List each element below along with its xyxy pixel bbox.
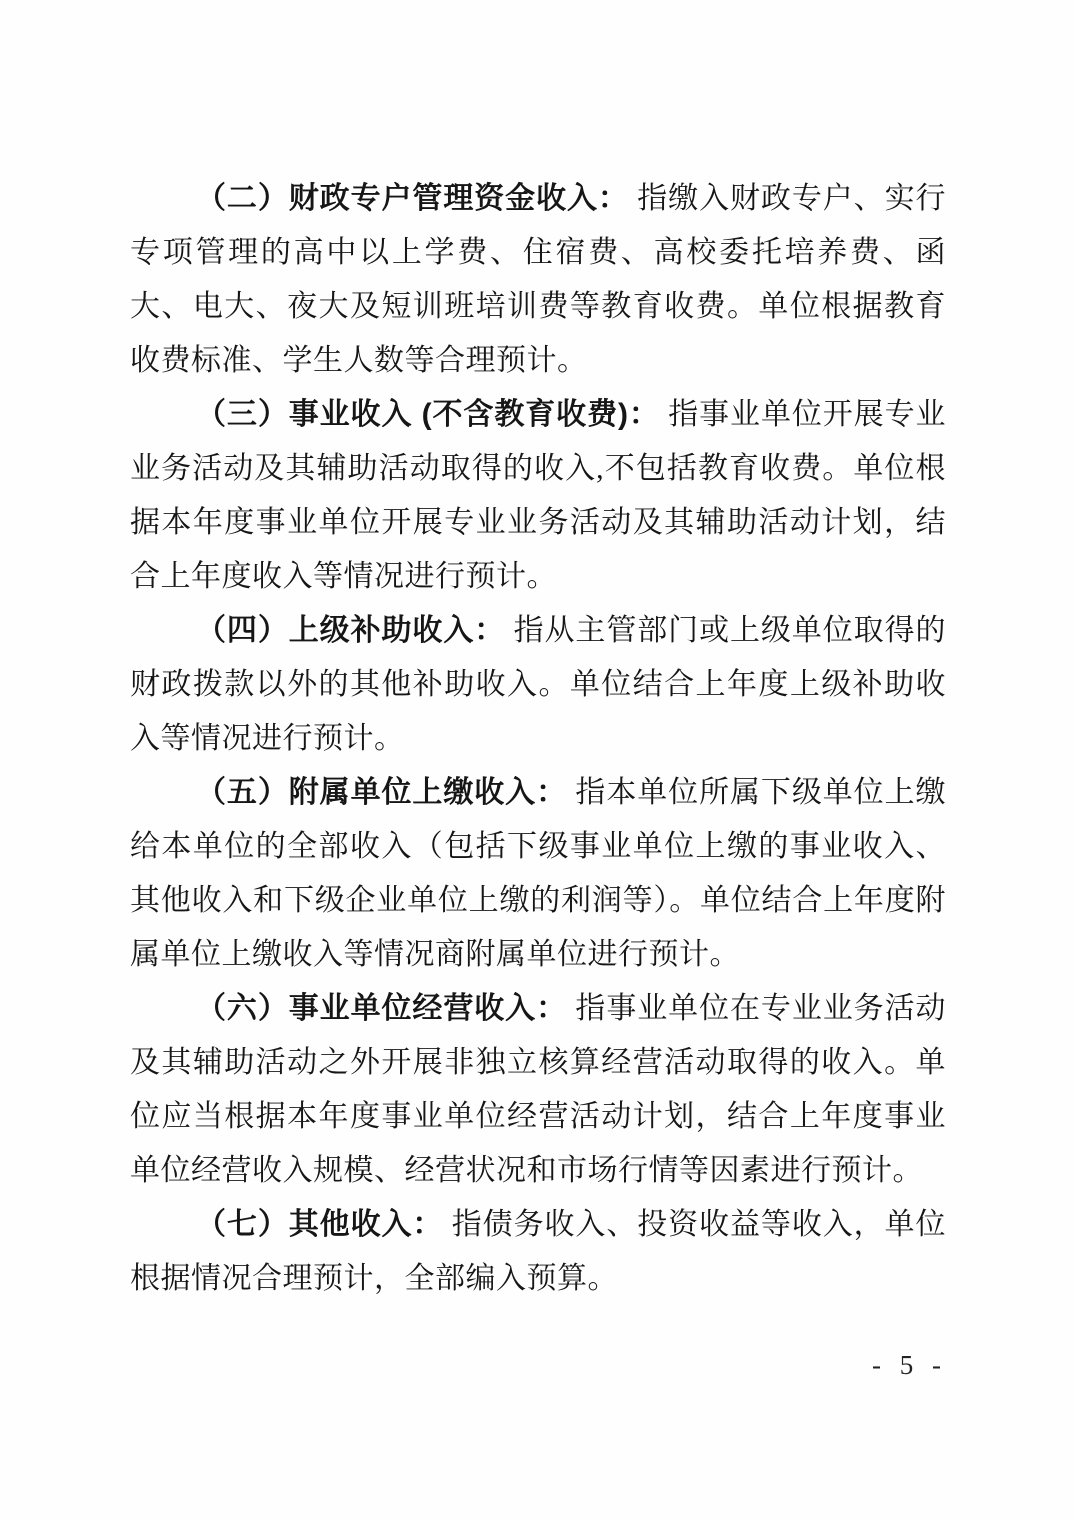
paragraph-text: 指事业单位在专业业务活动及其辅助活动之外开展非独立核算经营活动取得的收入。单位应当根据本年度事业单位经营活动计划，结合上年度事业单位经营收入规模、经营状况和市场行情等因素进行预计。 xyxy=(130,992,947,1187)
paragraph-text: 指从主管部门或上级单位取得的财政拨款以外的其他补助收入。单位结合上年度上级补助收入等情况进行预计。 xyxy=(130,614,947,755)
paragraph-item-5 xyxy=(130,766,946,982)
paragraph-text: 指事业单位开展专业业务活动及其辅助活动取得的收入,不包括教育收费。单位根据本年度事业单位开展专业业务活动及其辅助活动计划，结合上年度收入等情况进行预计。 xyxy=(130,398,947,593)
paragraph-heading: （六）事业单位经营收入： xyxy=(196,992,567,1025)
paragraph-item-4 xyxy=(130,604,946,766)
paragraph-heading: （七）其他收入： xyxy=(196,1208,444,1241)
paragraph-text: 指缴入财政专户、实行专项管理的高中以上学费、住宿费、高校委托培养费、函大、电大、夜大及短训班培训费等教育收费。单位根据教育收费标准、学生人数等合理预计。 xyxy=(130,182,947,377)
paragraph-text: 指债务收入、投资收益等收入，单位根据情况合理预计，全部编入预算。 xyxy=(130,1208,947,1295)
paragraph-text: 指本单位所属下级单位上缴给本单位的全部收入（包括下级事业单位上缴的事业收入、其他收入和下级企业单位上缴的利润等）。单位结合上年度附属单位上缴收入等情况商附属单位进行预计。 xyxy=(130,776,947,971)
document-body xyxy=(130,172,946,1306)
paragraph-heading: （四）上级补助收入： xyxy=(196,614,506,647)
paragraph-item-3 xyxy=(130,388,946,604)
paragraph-heading: （三）事业收入 (不含教育收费)： xyxy=(196,398,660,431)
paragraph-heading: （二）财政专户管理资金收入： xyxy=(196,182,629,215)
paragraph-heading: （五）附属单位上缴收入： xyxy=(196,776,567,809)
paragraph-item-6 xyxy=(130,982,946,1198)
paragraph-item-7 xyxy=(130,1198,946,1306)
paragraph-item-2 xyxy=(130,172,946,388)
page-number: - 5 - xyxy=(872,1350,947,1380)
